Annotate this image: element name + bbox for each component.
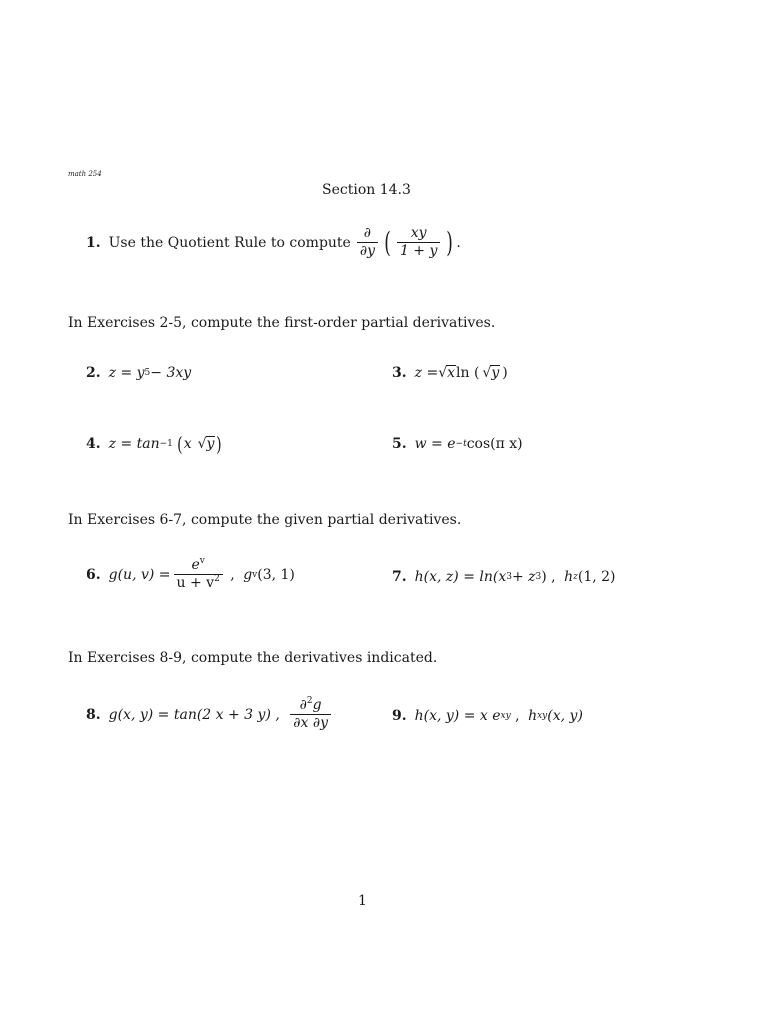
sentence-end: . bbox=[456, 234, 461, 251]
partial-numerator: ∂ bbox=[363, 225, 372, 241]
partial-symbol: h bbox=[528, 708, 538, 724]
exercise-number: 5. bbox=[392, 436, 407, 452]
exercise-number: 8. bbox=[86, 706, 101, 723]
equation-lhs: z = tan bbox=[108, 436, 160, 452]
instructions-2-5: In Exercises 2-5, compute the first-order partial derivatives. bbox=[68, 315, 496, 331]
exercise-2: 2. z = y 5 − 3xy bbox=[86, 365, 192, 381]
exercise-9: 9. h(x, y) = x e xy , h xy (x, y) bbox=[392, 708, 583, 724]
fraction-numerator: ∂$^2$g bbox=[299, 696, 322, 713]
exercise-1 bbox=[86, 226, 461, 259]
equation-lhs: h(x, z) = ln(x bbox=[414, 569, 507, 585]
exercise-number: 9. bbox=[392, 708, 407, 724]
course-label: math 254 bbox=[68, 170, 102, 178]
section-title: Section 14.3 bbox=[322, 182, 411, 198]
exercise-4: 4. z = tan −1 ( x √ y ) bbox=[86, 432, 223, 456]
right-paren: ) bbox=[216, 432, 223, 456]
exercise-number: 1. bbox=[86, 234, 101, 251]
right-paren: ) bbox=[446, 225, 454, 259]
instructions-6-7: In Exercises 6-7, compute the given partial derivatives. bbox=[68, 512, 462, 528]
equation-lhs: g(u, v) = bbox=[108, 566, 171, 583]
equation-lhs: z = bbox=[414, 365, 439, 381]
radical-sign: √ bbox=[438, 365, 448, 381]
exercise-number: 6. bbox=[86, 566, 101, 583]
exercise-7: 7. h(x, z) = ln(x 3 + z 3 ) , h z (1, 2) bbox=[392, 569, 616, 585]
equation-lhs: g(x, y) = tan(2 x + 3 y) , bbox=[108, 706, 285, 723]
left-paren: ( bbox=[384, 225, 391, 259]
ln-text: ln ( bbox=[456, 365, 480, 381]
radical-sign: √ bbox=[482, 365, 492, 381]
partial-symbol: g bbox=[243, 566, 253, 583]
left-paren: ( bbox=[177, 432, 183, 456]
square-root bbox=[482, 365, 500, 381]
radicand: y bbox=[491, 365, 500, 381]
radicand: x bbox=[447, 365, 456, 381]
fraction-numerator: $e^v$ bbox=[191, 556, 205, 573]
separator: , bbox=[225, 566, 240, 583]
equation-lhs: w = e bbox=[414, 436, 456, 452]
evaluation-point: (1, 2) bbox=[577, 569, 616, 585]
exercise-6: 6. g(u, v) = $\frac{e^v}{u + v^2}$ , g v (3, 1) bbox=[86, 556, 295, 591]
fraction-denominator: ∂x ∂y bbox=[290, 714, 331, 731]
instructions-8-9: In Exercises 8-9, compute the derivatives indicated. bbox=[68, 650, 438, 666]
second-partial-fraction bbox=[290, 698, 331, 731]
square-root bbox=[198, 436, 216, 452]
exercise-number: 7. bbox=[392, 569, 407, 585]
separator: , bbox=[510, 708, 525, 724]
inner-variable: x bbox=[183, 436, 192, 452]
square-root bbox=[438, 365, 456, 381]
partial-operator bbox=[357, 226, 378, 259]
close-paren: ) bbox=[502, 365, 508, 381]
equation-rest: cos(π x) bbox=[466, 436, 523, 452]
fraction-denominator: $u + v^2$ bbox=[174, 574, 223, 591]
exercise-8 bbox=[86, 698, 334, 731]
evaluation-point: (x, y) bbox=[547, 708, 583, 724]
radical-sign: √ bbox=[197, 436, 207, 452]
equation-lhs: z = y bbox=[108, 365, 145, 381]
evaluation-point: (3, 1) bbox=[257, 566, 295, 583]
page-number: 1 bbox=[358, 893, 367, 909]
partial-symbol: h bbox=[564, 569, 574, 585]
exercise-5: 5. w = e −t cos(π x) bbox=[392, 436, 523, 452]
exercise-number: 3. bbox=[392, 365, 407, 381]
function-fraction bbox=[174, 558, 223, 591]
quotient-fraction bbox=[397, 226, 440, 259]
equation-rest: − 3xy bbox=[150, 365, 192, 381]
radicand: y bbox=[206, 436, 215, 452]
fraction-numerator: xy bbox=[410, 225, 427, 241]
equation-lhs: h(x, y) = x e bbox=[414, 708, 501, 724]
exercise-text: Use the Quotient Rule to compute bbox=[108, 234, 351, 251]
fraction-denominator: 1 + y bbox=[397, 242, 440, 259]
partial-denominator: ∂y bbox=[357, 242, 378, 259]
exercise-number: 4. bbox=[86, 436, 101, 452]
exercise-3 bbox=[392, 365, 508, 381]
exercise-number: 2. bbox=[86, 365, 101, 381]
